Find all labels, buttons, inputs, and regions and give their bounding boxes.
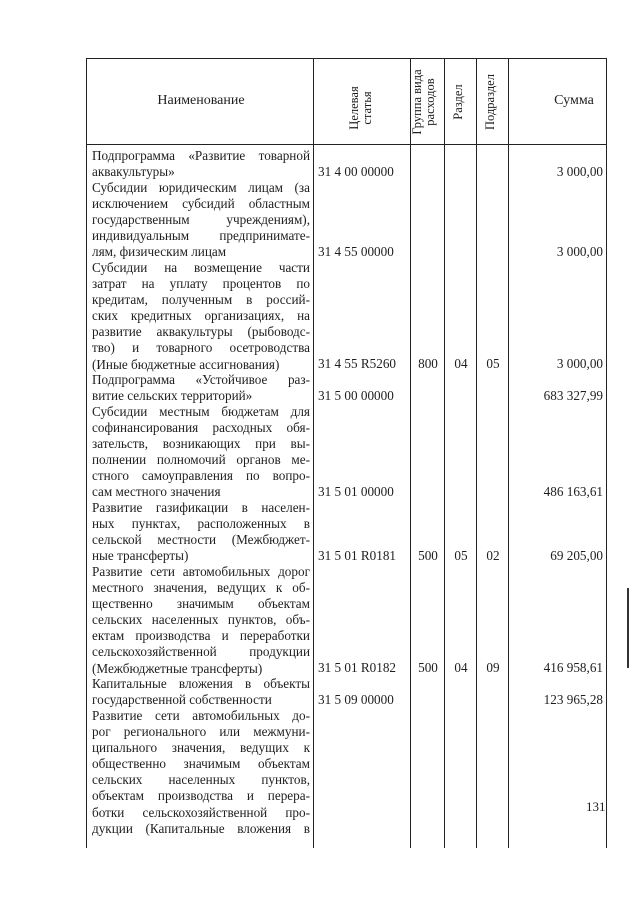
table-border-left xyxy=(86,58,87,848)
row-name: Развитие сети автомобильных дорог местного значения, ведущих к об- щественно значимым объектам сельских населенных пунктов, объ- ектам производства и переработки сельскохозяйственной продукции (Межбюджетные трансферты) xyxy=(92,564,310,676)
row-name: Подпрограмма «Развитие товарной аквакультуры» xyxy=(92,148,310,180)
scan-edge-mark xyxy=(627,588,629,668)
row-target-article: 31 4 00 00000 xyxy=(318,164,394,179)
row-target-article: 31 5 01 00000 xyxy=(318,484,394,499)
row-target-article: 31 5 01 R0182 xyxy=(318,660,397,675)
header-subsection: Подраздел xyxy=(483,74,497,130)
row-name: Субсидии местным бюджетам для софинансирования расходных обя- зательств, возникающих при вы- полнении полномочий органов ме- стного самоуправления по вопро- сам местного значения xyxy=(92,404,310,500)
page-number: 131 xyxy=(586,799,606,814)
header-divider xyxy=(86,144,607,145)
row-name: Субсидии на возмещение части затрат на уплату процентов по кредитам, полученным в россий- ских кредитных организациях, на развитие аквакультуры (рыбоводс- тво) и товарного осетроводства (Иные бюджетные ассигнования) xyxy=(92,260,310,372)
table-border-top xyxy=(86,58,607,59)
table-border-right xyxy=(606,58,607,848)
row-sum: 3 000,00 xyxy=(556,164,603,179)
row-subsection: 05 xyxy=(486,356,500,371)
row-sum: 416 958,61 xyxy=(543,660,603,675)
row-target-article: 31 4 55 R5260 xyxy=(318,356,397,371)
row-name: Развитие сети автомобильных до- рог регионального или межмуни- ципального значения, ведущих к общественно значимым объектам сельских населенных пунктов, объектам производства и перера- ботки сельскохозяйственной про- дукции (Капитальные вложения в xyxy=(92,708,310,836)
table-divider xyxy=(508,58,509,848)
table-divider xyxy=(444,58,445,848)
header-name: Наименование xyxy=(157,93,245,108)
row-sum: 69 205,00 xyxy=(550,548,603,563)
row-section: 04 xyxy=(454,660,468,675)
header-sum: Сумма xyxy=(554,93,594,108)
row-name: Подпрограмма «Устойчивое раз- витие сельских территорий» xyxy=(92,372,310,404)
row-section: 04 xyxy=(454,356,468,371)
row-expense-group: 800 xyxy=(418,356,438,371)
row-sum: 683 327,99 xyxy=(543,388,603,403)
table-divider xyxy=(313,58,314,848)
header-target-article: Целевая статья xyxy=(347,86,374,130)
row-subsection: 02 xyxy=(486,548,500,563)
row-section: 05 xyxy=(454,548,468,563)
row-name: Капитальные вложения в объекты государственной собственности xyxy=(92,676,310,708)
row-target-article: 31 4 55 00000 xyxy=(318,244,394,259)
row-name: Развитие газификации в населен- ных пунктах, расположенных в сельской местности (Межбюджет- ные трансферты) xyxy=(92,500,310,564)
row-target-article: 31 5 00 00000 xyxy=(318,388,394,403)
row-target-article: 31 5 09 00000 xyxy=(318,692,394,707)
row-name: Субсидии юридическим лицам (за исключением субсидий областным государственным учреждениям), индивидуальным предпринимате- лям, физическим лицам xyxy=(92,180,310,260)
row-target-article: 31 5 01 R0181 xyxy=(318,548,397,563)
row-expense-group: 500 xyxy=(418,548,438,563)
row-sum: 486 163,61 xyxy=(543,484,603,499)
row-sum: 123 965,28 xyxy=(543,692,603,707)
header-expense-group: Группа вида расходов xyxy=(410,69,437,135)
row-sum: 3 000,00 xyxy=(556,244,603,259)
row-subsection: 09 xyxy=(486,660,500,675)
row-expense-group: 500 xyxy=(418,660,438,675)
header-section: Раздел xyxy=(451,84,465,120)
row-sum: 3 000,00 xyxy=(556,356,603,371)
table-divider xyxy=(476,58,477,848)
